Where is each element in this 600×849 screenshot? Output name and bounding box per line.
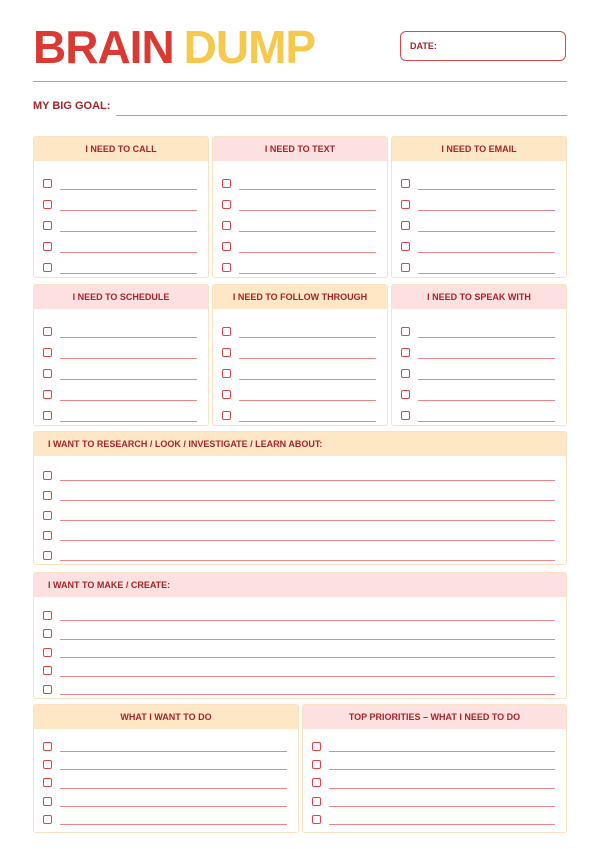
checkbox[interactable] <box>43 200 52 209</box>
item-line-input[interactable] <box>239 178 376 190</box>
item-line-input[interactable] <box>60 178 197 190</box>
item-line-input[interactable] <box>60 368 197 380</box>
item-line-input[interactable] <box>60 389 197 401</box>
checkbox[interactable] <box>43 742 52 751</box>
section-header: I WANT TO RESEARCH / LOOK / INVESTIGATE / LEARN ABOUT: <box>34 432 566 456</box>
list-item <box>34 384 208 405</box>
header-divider <box>33 81 567 82</box>
section-text <box>212 136 388 278</box>
section-header: I NEED TO SCHEDULE <box>34 285 208 309</box>
item-line-input[interactable] <box>329 813 555 825</box>
item-line-input[interactable] <box>60 220 197 232</box>
section-rows <box>213 309 387 426</box>
checkbox[interactable] <box>43 551 52 560</box>
section-rows <box>392 161 566 278</box>
checkbox[interactable] <box>43 348 52 357</box>
checkbox[interactable] <box>312 760 321 769</box>
item-line-input[interactable] <box>239 347 376 359</box>
checkbox[interactable] <box>222 221 231 230</box>
section-rows <box>392 309 566 426</box>
list-item <box>213 384 387 405</box>
checkbox[interactable] <box>401 390 410 399</box>
checkbox[interactable] <box>222 263 231 272</box>
title-word-brain: BRAIN <box>33 21 174 73</box>
list-item <box>392 405 566 426</box>
list-item <box>213 215 387 236</box>
date-field <box>400 31 566 61</box>
section-rows <box>213 161 387 278</box>
checkbox[interactable] <box>43 666 52 675</box>
item-line-input[interactable] <box>60 665 555 677</box>
list-item <box>213 194 387 215</box>
checkbox[interactable] <box>222 348 231 357</box>
section-header: I NEED TO TEXT <box>213 137 387 161</box>
checkbox[interactable] <box>222 369 231 378</box>
section-header: I NEED TO FOLLOW THROUGH <box>213 285 387 309</box>
big-goal-input[interactable] <box>116 98 567 116</box>
checkbox[interactable] <box>43 685 52 694</box>
checkbox[interactable] <box>312 797 321 806</box>
checkbox[interactable] <box>401 179 410 188</box>
checkbox[interactable] <box>43 390 52 399</box>
section-call <box>33 136 209 278</box>
list-item <box>213 257 387 278</box>
checkbox[interactable] <box>312 778 321 787</box>
list-item <box>34 774 298 792</box>
list-item <box>34 505 566 525</box>
checkbox[interactable] <box>43 778 52 787</box>
item-line-input[interactable] <box>60 813 287 825</box>
section-rows <box>34 161 208 278</box>
item-line-input[interactable] <box>60 410 197 422</box>
item-line-input[interactable] <box>329 795 555 807</box>
list-item <box>213 236 387 257</box>
section-rows <box>34 309 208 426</box>
section-header: I NEED TO CALL <box>34 137 208 161</box>
list-item <box>34 465 566 485</box>
list-item <box>34 662 566 681</box>
checkbox[interactable] <box>401 242 410 251</box>
item-line-input[interactable] <box>239 389 376 401</box>
checkbox[interactable] <box>312 742 321 751</box>
checkbox[interactable] <box>401 327 410 336</box>
list-item <box>392 321 566 342</box>
item-line-input[interactable] <box>418 220 555 232</box>
section-research <box>33 431 567 565</box>
big-goal-label: MY BIG GOAL: <box>33 100 111 112</box>
item-line-input[interactable] <box>418 410 555 422</box>
checkbox[interactable] <box>222 411 231 420</box>
list-item <box>392 257 566 278</box>
page-title <box>33 22 315 72</box>
item-line-input[interactable] <box>418 389 555 401</box>
checkbox[interactable] <box>43 369 52 378</box>
list-item <box>213 363 387 384</box>
section-header: I WANT TO MAKE / CREATE: <box>34 573 566 597</box>
item-line-input[interactable] <box>239 326 376 338</box>
item-line-input[interactable] <box>60 262 197 274</box>
list-item <box>34 321 208 342</box>
section-rows <box>34 456 566 565</box>
item-line-input[interactable] <box>60 795 287 807</box>
list-item <box>392 363 566 384</box>
list-item <box>34 680 566 699</box>
checkbox[interactable] <box>401 411 410 420</box>
list-item <box>392 236 566 257</box>
list-item <box>34 810 298 828</box>
section-rows <box>303 729 566 828</box>
item-line-input[interactable] <box>239 199 376 211</box>
item-line-input[interactable] <box>60 241 197 253</box>
item-line-input[interactable] <box>60 199 197 211</box>
checkbox[interactable] <box>43 511 52 520</box>
list-item <box>392 173 566 194</box>
list-item <box>34 545 566 565</box>
date-label: DATE: <box>410 41 437 51</box>
item-line-input[interactable] <box>60 489 555 501</box>
title-word-dump: DUMP <box>183 21 316 73</box>
list-item <box>34 643 566 662</box>
section-rows <box>34 729 298 828</box>
section-header: TOP PRIORITIES – WHAT I NEED TO DO <box>303 705 566 729</box>
section-top-priorities <box>302 704 567 833</box>
item-line-input[interactable] <box>239 220 376 232</box>
list-item <box>34 215 208 236</box>
item-line-input[interactable] <box>60 777 287 789</box>
list-item <box>392 384 566 405</box>
section-email <box>391 136 567 278</box>
item-line-input[interactable] <box>418 241 555 253</box>
item-line-input[interactable] <box>239 262 376 274</box>
checkbox[interactable] <box>401 263 410 272</box>
section-rows <box>34 597 566 699</box>
checkbox[interactable] <box>43 531 52 540</box>
checkbox[interactable] <box>43 629 52 638</box>
item-line-input[interactable] <box>60 740 287 752</box>
list-item <box>34 485 566 505</box>
list-item <box>303 792 566 810</box>
checkbox[interactable] <box>43 221 52 230</box>
section-header: I NEED TO SPEAK WITH <box>392 285 566 309</box>
list-item <box>34 525 566 545</box>
item-line-input[interactable] <box>239 368 376 380</box>
item-line-input[interactable] <box>418 347 555 359</box>
item-line-input[interactable] <box>60 469 555 481</box>
list-item <box>34 257 208 278</box>
checkbox[interactable] <box>43 648 52 657</box>
section-header: WHAT I WANT TO DO <box>34 705 298 729</box>
list-item <box>34 737 298 755</box>
checkbox[interactable] <box>222 390 231 399</box>
section-schedule <box>33 284 209 426</box>
checkbox[interactable] <box>43 471 52 480</box>
list-item <box>34 236 208 257</box>
checkbox[interactable] <box>312 815 321 824</box>
checkbox[interactable] <box>43 760 52 769</box>
item-line-input[interactable] <box>60 549 555 561</box>
section-want-to-do <box>33 704 299 833</box>
item-line-input[interactable] <box>418 178 555 190</box>
list-item <box>213 342 387 363</box>
list-item <box>213 173 387 194</box>
section-speak-with <box>391 284 567 426</box>
checkbox[interactable] <box>43 797 52 806</box>
checkbox[interactable] <box>222 179 231 188</box>
item-line-input[interactable] <box>418 326 555 338</box>
checkbox[interactable] <box>43 815 52 824</box>
list-item <box>213 405 387 426</box>
item-line-input[interactable] <box>418 262 555 274</box>
checkbox[interactable] <box>43 491 52 500</box>
checkbox[interactable] <box>401 200 410 209</box>
list-item <box>392 342 566 363</box>
list-item <box>34 625 566 644</box>
checkbox[interactable] <box>43 411 52 420</box>
list-item <box>303 737 566 755</box>
list-item <box>213 321 387 342</box>
checkbox[interactable] <box>222 327 231 336</box>
list-item <box>34 363 208 384</box>
item-line-input[interactable] <box>418 199 555 211</box>
checkbox[interactable] <box>401 348 410 357</box>
date-input[interactable] <box>443 36 575 56</box>
list-item <box>34 342 208 363</box>
list-item <box>34 194 208 215</box>
list-item <box>34 755 298 773</box>
list-item <box>303 755 566 773</box>
list-item <box>392 215 566 236</box>
checkbox[interactable] <box>43 611 52 620</box>
checkbox[interactable] <box>401 221 410 230</box>
item-line-input[interactable] <box>60 609 555 621</box>
list-item <box>392 194 566 215</box>
item-line-input[interactable] <box>60 646 555 658</box>
item-line-input[interactable] <box>60 509 555 521</box>
item-line-input[interactable] <box>329 758 555 770</box>
item-line-input[interactable] <box>239 410 376 422</box>
item-line-input[interactable] <box>60 529 555 541</box>
list-item <box>34 173 208 194</box>
item-line-input[interactable] <box>60 628 555 640</box>
checkbox[interactable] <box>43 327 52 336</box>
checkbox[interactable] <box>222 200 231 209</box>
section-follow-through <box>212 284 388 426</box>
item-line-input[interactable] <box>60 347 197 359</box>
list-item <box>303 810 566 828</box>
list-item <box>34 405 208 426</box>
list-item <box>34 606 566 625</box>
checkbox[interactable] <box>43 242 52 251</box>
item-line-input[interactable] <box>418 368 555 380</box>
section-header: I NEED TO EMAIL <box>392 137 566 161</box>
list-item <box>303 774 566 792</box>
item-line-input[interactable] <box>329 740 555 752</box>
checkbox[interactable] <box>222 242 231 251</box>
item-line-input[interactable] <box>239 241 376 253</box>
checkbox[interactable] <box>43 263 52 272</box>
big-goal-row <box>33 96 567 116</box>
item-line-input[interactable] <box>329 777 555 789</box>
item-line-input[interactable] <box>60 326 197 338</box>
checkbox[interactable] <box>401 369 410 378</box>
item-line-input[interactable] <box>60 683 555 695</box>
section-make-create <box>33 572 567 699</box>
checkbox[interactable] <box>43 179 52 188</box>
item-line-input[interactable] <box>60 758 287 770</box>
list-item <box>34 792 298 810</box>
